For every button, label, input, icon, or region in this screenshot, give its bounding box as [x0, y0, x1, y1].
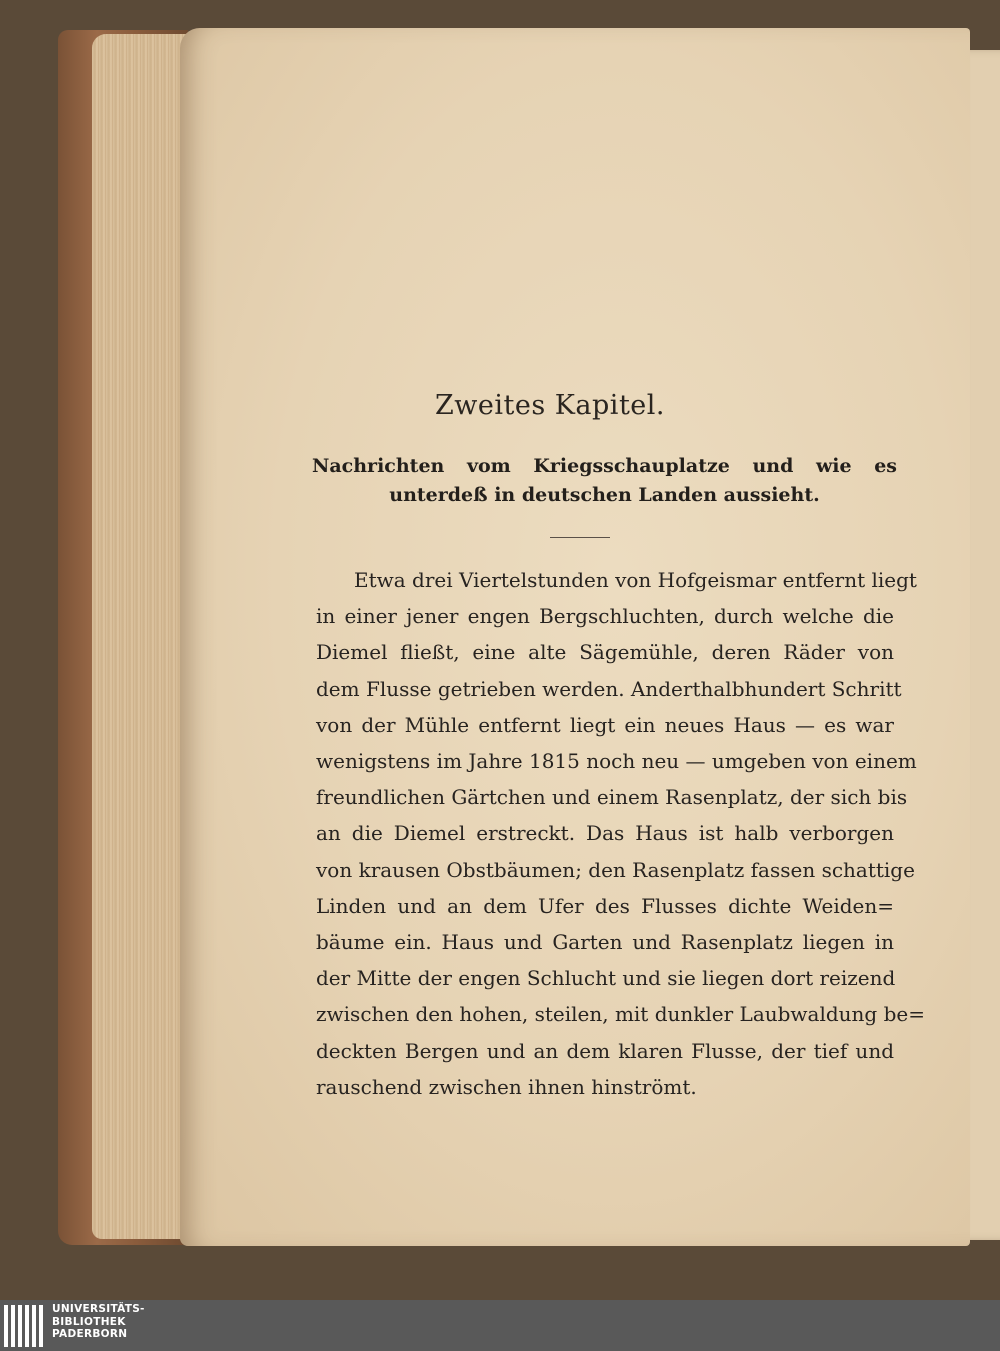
text-line: bäume ein. Haus und Garten und Rasenplatz liegen in — [316, 930, 894, 955]
library-logo-text — [52, 1303, 145, 1341]
text-line: wenigstens im Jahre 1815 noch neu — umgeben von einem — [316, 749, 917, 774]
text-line: rauschend zwischen ihnen hinströmt. — [316, 1074, 697, 1099]
library-footer — [0, 1300, 1000, 1351]
text-line: Linden und an dem Ufer des Flusses dichte Weiden= — [316, 893, 894, 918]
text-line: von der Mühle entfernt liegt ein neues Haus — es war — [316, 712, 894, 737]
logo-line: UNIVERSITÄTS- — [52, 1303, 145, 1315]
text-line: von krausen Obstbäumen; den Rasenplatz fassen schattige — [316, 857, 915, 882]
text-line: an die Diemel erstreckt. Das Haus ist halb verborgen — [316, 821, 894, 846]
text-line: Diemel fließt, eine alte Sägemühle, deren Räder von — [316, 640, 894, 665]
text-line: dem Flusse getrieben werden. Anderthalbhundert Schritt — [316, 676, 902, 701]
text-line: zwischen den hohen, steilen, mit dunkler Laubwaldung be= — [316, 1002, 925, 1027]
logo-line: BIBLIOTHEK — [52, 1315, 126, 1328]
body-text — [316, 562, 925, 1105]
chapter-subheading: Nachrichten vom Kriegsschauplatze und wie es unterdeß in deutschen Landen aussieht. — [312, 455, 897, 506]
text-line: freundlichen Gärtchen und einem Rasenplatz, der sich bis — [316, 785, 908, 810]
text-line: der Mitte der engen Schlucht und sie liegen dort reizend — [316, 966, 896, 991]
library-logo-icon — [4, 1305, 44, 1347]
text-line: Etwa drei Viertelstunden von Hofgeismar entfernt liegt — [354, 568, 917, 592]
text-line: in einer jener engen Bergschluchten, durch welche die — [316, 604, 894, 629]
text-line: deckten Bergen und an dem klaren Flusse, der tief und — [316, 1038, 894, 1063]
chapter-heading: Zweites Kapitel. — [435, 390, 665, 421]
divider-rule — [550, 537, 610, 538]
logo-line: PADERBORN — [52, 1328, 128, 1340]
